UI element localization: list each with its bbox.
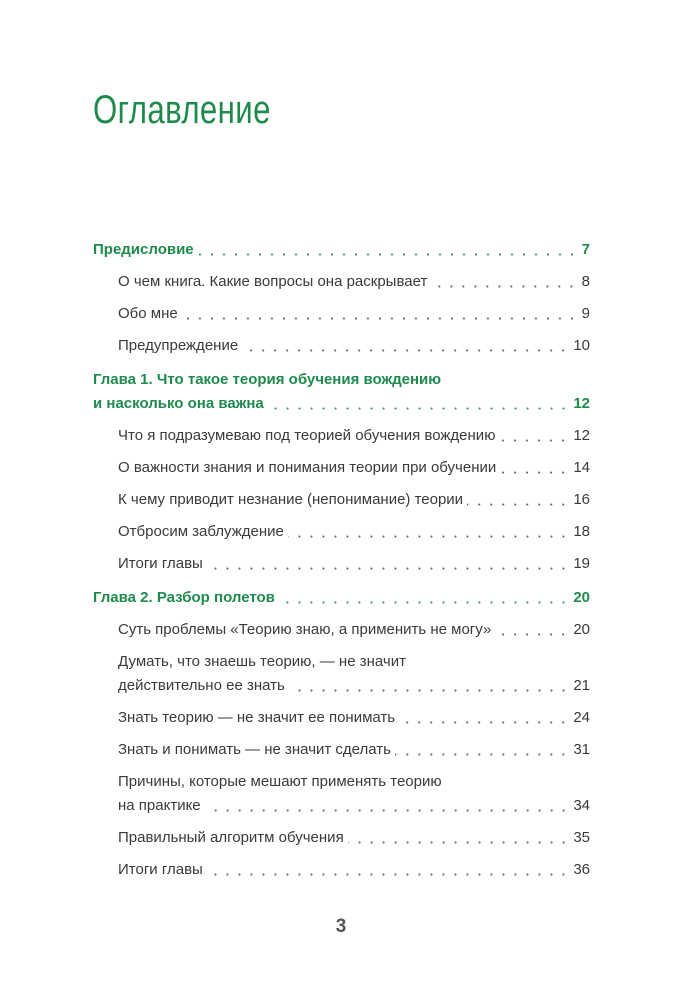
entry-page-number: 16 <box>573 491 590 508</box>
entry-page-number: 19 <box>573 555 590 572</box>
entry-title: О чем книга. Какие вопросы она раскрывает <box>118 273 428 290</box>
table-of-contents <box>93 238 590 890</box>
entry-title: Обо мне <box>118 305 178 322</box>
entry-title: Что я подразумеваю под теорией обучения вождению <box>118 427 496 444</box>
toc-entry[interactable] <box>93 706 590 730</box>
entry-title: и насколько она важна <box>93 395 264 412</box>
entry-title: Причины, которые мешают применять теорию <box>118 773 442 790</box>
toc-entry[interactable] <box>93 302 590 326</box>
dot-leader <box>467 503 569 506</box>
entry-title: Глава 1. Что такое теория обучения вождению <box>93 371 442 388</box>
entry-title: К чему приводит незнание (непонимание) теории <box>118 491 464 508</box>
dot-leader <box>399 721 569 724</box>
toc-entry[interactable] <box>93 456 590 480</box>
toc-entry[interactable] <box>93 770 590 818</box>
entry-title: Знать теорию — не значит ее понимать <box>118 709 396 726</box>
toc-entry[interactable] <box>93 858 590 882</box>
entry-title: Глава 2. Разбор полетов <box>93 589 275 606</box>
dot-leader <box>500 471 569 474</box>
entry-page-number: 18 <box>573 523 590 540</box>
toc-entry[interactable] <box>93 488 590 512</box>
entry-title: Думать, что знаешь теорию, — не значит <box>118 653 406 670</box>
dot-leader <box>279 601 569 604</box>
entry-title: действительно ее знать <box>118 677 285 694</box>
toc-entry[interactable] <box>93 826 590 850</box>
toc-entry[interactable] <box>93 650 590 698</box>
dot-leader <box>242 349 569 352</box>
entry-page-number: 14 <box>573 459 590 476</box>
entry-title: О важности знания и понимания теории при обучении <box>118 459 497 476</box>
page-title: Оглавление <box>93 88 271 132</box>
entry-title: Итоги главы <box>118 861 203 878</box>
dot-leader <box>431 285 577 288</box>
entry-page-number: 7 <box>581 241 590 258</box>
dot-leader <box>205 809 570 812</box>
entry-page-number: 20 <box>573 589 590 606</box>
entry-title: Итоги главы <box>118 555 203 572</box>
entry-page-number: 21 <box>573 677 590 694</box>
entry-page-number: 20 <box>573 621 590 638</box>
toc-section-entry[interactable] <box>93 586 590 610</box>
dot-leader <box>289 689 570 692</box>
entry-page-number: 12 <box>573 395 590 412</box>
dot-leader <box>288 535 569 538</box>
entry-page-number: 10 <box>573 337 590 354</box>
toc-entry[interactable] <box>93 618 590 642</box>
entry-page-number: 34 <box>573 797 590 814</box>
toc-entry[interactable] <box>93 520 590 544</box>
dot-leader <box>207 567 569 570</box>
toc-section-entry[interactable] <box>93 368 590 416</box>
entry-page-number: 12 <box>573 427 590 444</box>
page-number: 3 <box>335 916 347 937</box>
dot-leader <box>207 873 569 876</box>
dot-leader <box>182 317 578 320</box>
entry-title: на практике <box>118 797 201 814</box>
toc-entry[interactable] <box>93 738 590 762</box>
entry-page-number: 24 <box>573 709 590 726</box>
entry-title: Суть проблемы «Теорию знаю, а применить не могу» <box>118 621 492 638</box>
entry-page-number: 35 <box>573 829 590 846</box>
toc-entry[interactable] <box>93 552 590 576</box>
entry-page-number: 31 <box>573 741 590 758</box>
dot-leader <box>495 633 569 636</box>
dot-leader <box>348 841 570 844</box>
toc-entry[interactable] <box>93 270 590 294</box>
entry-title: Предисловие <box>93 241 194 258</box>
entry-title: Знать и понимать — не значит сделать <box>118 741 391 758</box>
dot-leader <box>499 439 569 442</box>
entry-page-number: 9 <box>581 305 590 322</box>
entry-title: Правильный алгоритм обучения <box>118 829 344 846</box>
entry-page-number: 36 <box>573 861 590 878</box>
toc-entry[interactable] <box>93 424 590 448</box>
dot-leader <box>395 753 569 756</box>
entry-page-number: 8 <box>581 273 590 290</box>
dot-leader <box>198 253 578 256</box>
entry-title: Предупреждение <box>118 337 239 354</box>
toc-entry[interactable] <box>93 334 590 358</box>
entry-title: Отбросим заблуждение <box>118 523 284 540</box>
dot-leader <box>268 407 570 410</box>
toc-section-entry[interactable] <box>93 238 590 262</box>
